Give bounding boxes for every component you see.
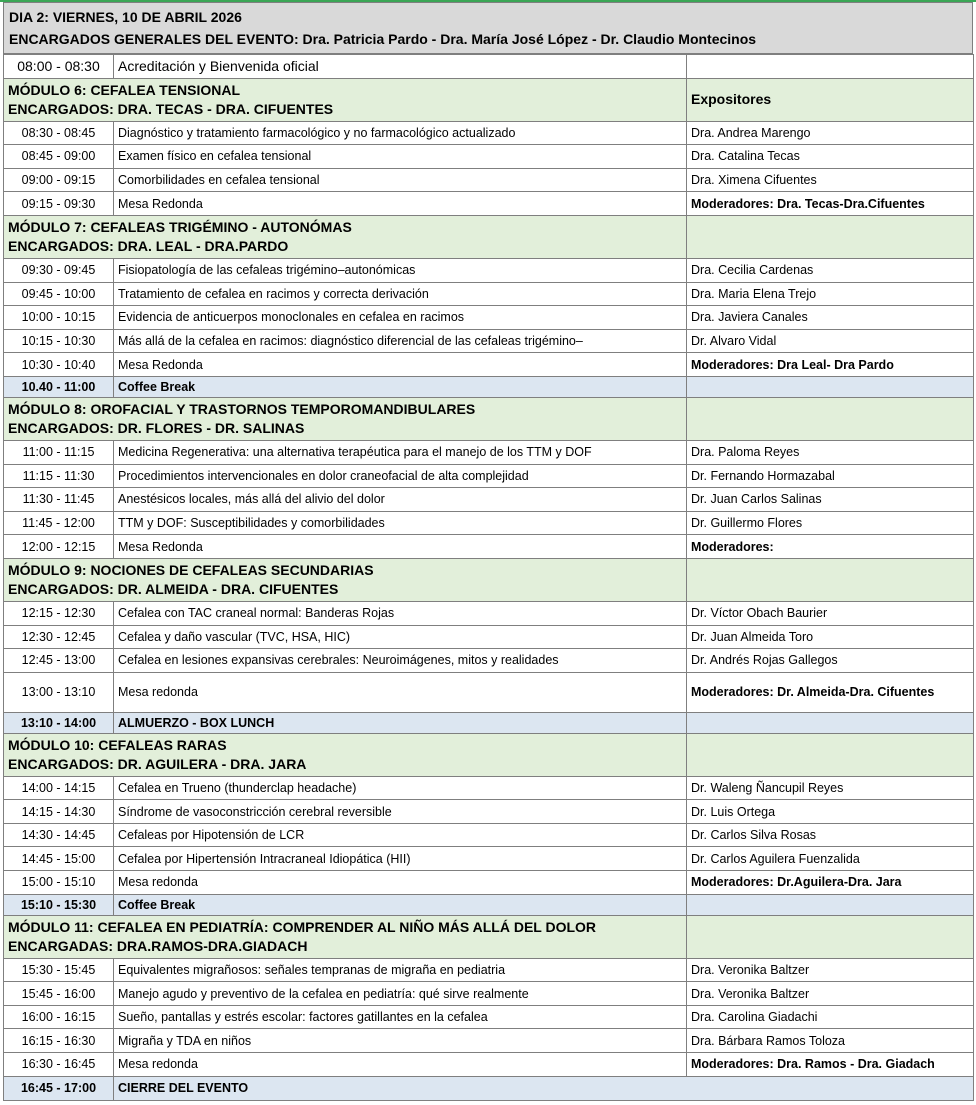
time-cell: 16:30 - 16:45: [4, 1053, 114, 1077]
time-cell: 12:45 - 13:00: [4, 649, 114, 673]
program-sheet: [3, 2, 973, 1101]
moderators-cell: Moderadores: Dr. Almeida-Dra. Cifuentes: [687, 672, 974, 712]
session-row: [4, 601, 974, 625]
session-title: Cefalea por Hipertensión Intracraneal Idiopática (HII): [114, 847, 687, 871]
module-leads: ENCARGADOS: DR. FLORES - DR. SALINAS: [8, 419, 305, 436]
speaker-cell: Dr. Víctor Obach Baurier: [687, 601, 974, 625]
session-title: Cefalea con TAC craneal normal: Banderas Rojas: [114, 601, 687, 625]
time-cell: 09:30 - 09:45: [4, 258, 114, 282]
schedule-table: [3, 54, 974, 1101]
speaker-cell: Dra. Catalina Tecas: [687, 145, 974, 169]
module-header: [4, 397, 974, 440]
time-cell: 08:45 - 09:00: [4, 145, 114, 169]
session-row: [4, 488, 974, 512]
time-cell: 12:30 - 12:45: [4, 625, 114, 649]
speaker-cell: Dr. Alvaro Vidal: [687, 329, 974, 353]
time-cell: 08:00 - 08:30: [4, 55, 114, 79]
speaker-cell: Dr. Luis Ortega: [687, 800, 974, 824]
time-cell: 12:15 - 12:30: [4, 601, 114, 625]
session-title: Síndrome de vasoconstricción cerebral reversible: [114, 800, 687, 824]
time-cell: 13:00 - 13:10: [4, 672, 114, 712]
session-title: Diagnóstico y tratamiento farmacológico y no farmacológico actualizado: [114, 121, 687, 145]
session-title: Tratamiento de cefalea en racimos y correcta derivación: [114, 282, 687, 306]
session-row: [4, 982, 974, 1006]
session-title: Manejo agudo y preventivo de la cefalea en pediatría: qué sirve realmente: [114, 982, 687, 1006]
speaker-cell: Dra. Javiera Canales: [687, 306, 974, 330]
module-header: [4, 915, 974, 958]
session-row: [4, 1053, 974, 1077]
session-title: Mesa Redonda: [114, 535, 687, 559]
session-row: [4, 1029, 974, 1053]
module-leads: ENCARGADOS: DR. ALMEIDA - DRA. CIFUENTES: [8, 580, 339, 597]
session-row: [4, 464, 974, 488]
module-title: MÓDULO 7: CEFALEAS TRIGÉMINO - AUTONÓMAS: [8, 218, 352, 235]
module-title: MÓDULO 6: CEFALEA TENSIONAL: [8, 81, 241, 98]
speaker-cell: [687, 55, 974, 79]
time-cell: 15:00 - 15:10: [4, 871, 114, 895]
session-title: Mesa Redonda: [114, 353, 687, 377]
session-title: Acreditación y Bienvenida oficial: [114, 55, 687, 79]
closing-title: CIERRE DEL EVENTO: [114, 1076, 974, 1100]
session-row: [4, 511, 974, 535]
module-side-label: [687, 397, 974, 440]
session-title: Más allá de la cefalea en racimos: diagnóstico diferencial de las cefaleas trigémino–: [114, 329, 687, 353]
speaker-cell: Dr. Carlos Silva Rosas: [687, 823, 974, 847]
break-row: [4, 376, 974, 397]
module-header: [4, 558, 974, 601]
module-title: MÓDULO 8: OROFACIAL Y TRASTORNOS TEMPOROMANDIBULARES: [8, 400, 476, 417]
session-title: Mesa Redonda: [114, 192, 687, 216]
day-title: DIA 2: VIERNES, 10 DE ABRIL 2026: [9, 9, 242, 25]
session-row: [4, 625, 974, 649]
session-title: Anestésicos locales, más allá del alivio del dolor: [114, 488, 687, 512]
session-row: [4, 823, 974, 847]
moderators-cell: Moderadores: Dr.Aguilera-Dra. Jara: [687, 871, 974, 895]
break-empty: [687, 376, 974, 397]
speaker-cell: Dra. Paloma Reyes: [687, 440, 974, 464]
session-row: [4, 329, 974, 353]
session-title: Cefaleas por Hipotensión de LCR: [114, 823, 687, 847]
speaker-cell: Dr. Andrés Rojas Gallegos: [687, 649, 974, 673]
day-header: [3, 2, 973, 54]
session-row: [4, 282, 974, 306]
module-title: MÓDULO 11: CEFALEA EN PEDIATRÍA: COMPRENDER AL NIÑO MÁS ALLÁ DEL DOLOR: [8, 918, 597, 935]
speaker-cell: Dr. Carlos Aguilera Fuenzalida: [687, 847, 974, 871]
module-side-label: [687, 215, 974, 258]
module-title: MÓDULO 9: NOCIONES DE CEFALEAS SECUNDARIAS: [8, 561, 374, 578]
speaker-cell: Dra. Andrea Marengo: [687, 121, 974, 145]
time-cell: 14:45 - 15:00: [4, 847, 114, 871]
module-title-cell: [4, 78, 687, 121]
speaker-cell: Dr. Juan Carlos Salinas: [687, 488, 974, 512]
session-title: Comorbilidades en cefalea tensional: [114, 168, 687, 192]
session-title: Cefalea y daño vascular (TVC, HSA, HIC): [114, 625, 687, 649]
time-cell: 15:30 - 15:45: [4, 958, 114, 982]
time-cell: 15:45 - 16:00: [4, 982, 114, 1006]
session-row: [4, 353, 974, 377]
speaker-cell: Dra. Carolina Giadachi: [687, 1005, 974, 1029]
speaker-cell: Dr. Guillermo Flores: [687, 511, 974, 535]
moderators-cell: Moderadores: Dra Leal- Dra Pardo: [687, 353, 974, 377]
module-side-label: [687, 558, 974, 601]
session-row: [4, 440, 974, 464]
module-title: MÓDULO 10: CEFALEAS RARAS: [8, 736, 227, 753]
time-cell: 16:00 - 16:15: [4, 1005, 114, 1029]
speaker-cell: Dr. Juan Almeida Toro: [687, 625, 974, 649]
session-title: Equivalentes migrañosos: señales tempranas de migraña en pediatria: [114, 958, 687, 982]
session-row: [4, 192, 974, 216]
break-title: Coffee Break: [114, 894, 687, 915]
time-cell: 09:00 - 09:15: [4, 168, 114, 192]
session-title: Cefalea en Trueno (thunderclap headache): [114, 776, 687, 800]
session-title: TTM y DOF: Susceptibilidades y comorbilidades: [114, 511, 687, 535]
session-title: Examen físico en cefalea tensional: [114, 145, 687, 169]
time-cell: 14:00 - 14:15: [4, 776, 114, 800]
session-title: Procedimientos intervencionales en dolor craneofacial de alta complejidad: [114, 464, 687, 488]
session-title: Fisiopatología de las cefaleas trigémino–autonómicas: [114, 258, 687, 282]
session-title: Medicina Regenerativa: una alternativa terapéutica para el manejo de los TTM y DOF: [114, 440, 687, 464]
time-cell: 09:45 - 10:00: [4, 282, 114, 306]
session-row: [4, 121, 974, 145]
session-row: [4, 800, 974, 824]
time-cell: 08:30 - 08:45: [4, 121, 114, 145]
session-row: [4, 306, 974, 330]
session-row: [4, 145, 974, 169]
time-cell: 10:30 - 10:40: [4, 353, 114, 377]
session-title: Mesa redonda: [114, 1053, 687, 1077]
time-cell: 11:15 - 11:30: [4, 464, 114, 488]
session-title: Migraña y TDA en niños: [114, 1029, 687, 1053]
module-side-label: Expositores: [687, 78, 974, 121]
module-leads: ENCARGADOS: DRA. TECAS - DRA. CIFUENTES: [8, 100, 334, 117]
time-cell: 10:15 - 10:30: [4, 329, 114, 353]
session-title: Cefalea en lesiones expansivas cerebrales: Neuroimágenes, mitos y realidades: [114, 649, 687, 673]
speaker-cell: Dra. Cecilia Cardenas: [687, 258, 974, 282]
speaker-cell: Dr. Fernando Hormazabal: [687, 464, 974, 488]
break-row: [4, 712, 974, 733]
moderators-cell: Moderadores:: [687, 535, 974, 559]
module-header: [4, 733, 974, 776]
break-row: [4, 894, 974, 915]
module-leads: ENCARGADAS: DRA.RAMOS-DRA.GIADACH: [8, 937, 308, 954]
general-organizers: ENCARGADOS GENERALES DEL EVENTO: Dra. Patricia Pardo - Dra. María José López - Dr. Claudio Montecinos: [9, 31, 757, 47]
session-row: [4, 1005, 974, 1029]
session-row: [4, 258, 974, 282]
break-time: 15:10 - 15:30: [4, 894, 114, 915]
opening-row: [4, 55, 974, 79]
break-empty: [687, 712, 974, 733]
time-cell: 10:00 - 10:15: [4, 306, 114, 330]
module-side-label: [687, 915, 974, 958]
session-row: [4, 535, 974, 559]
moderators-cell: Moderadores: Dra. Ramos - Dra. Giadach: [687, 1053, 974, 1077]
speaker-cell: Dra. Veronika Baltzer: [687, 982, 974, 1006]
closing-row: [4, 1076, 974, 1100]
module-title-cell: [4, 558, 687, 601]
session-row: [4, 776, 974, 800]
time-cell: 12:00 - 12:15: [4, 535, 114, 559]
session-row: [4, 871, 974, 895]
time-cell: 11:30 - 11:45: [4, 488, 114, 512]
moderators-cell: Moderadores: Dra. Tecas-Dra.Cifuentes: [687, 192, 974, 216]
session-title: Mesa redonda: [114, 672, 687, 712]
break-time: 13:10 - 14:00: [4, 712, 114, 733]
closing-time: 16:45 - 17:00: [4, 1076, 114, 1100]
speaker-cell: Dra. Veronika Baltzer: [687, 958, 974, 982]
break-title: Coffee Break: [114, 376, 687, 397]
session-title: Mesa redonda: [114, 871, 687, 895]
session-title: Sueño, pantallas y estrés escolar: factores gatillantes en la cefalea: [114, 1005, 687, 1029]
speaker-cell: Dra. Ximena Cifuentes: [687, 168, 974, 192]
session-row: [4, 649, 974, 673]
module-side-label: [687, 733, 974, 776]
speaker-cell: Dra. Maria Elena Trejo: [687, 282, 974, 306]
session-title: Evidencia de anticuerpos monoclonales en cefalea en racimos: [114, 306, 687, 330]
break-empty: [687, 894, 974, 915]
break-title: ALMUERZO - BOX LUNCH: [114, 712, 687, 733]
time-cell: 14:30 - 14:45: [4, 823, 114, 847]
time-cell: 14:15 - 14:30: [4, 800, 114, 824]
speaker-cell: Dr. Waleng Ñancupil Reyes: [687, 776, 974, 800]
time-cell: 11:00 - 11:15: [4, 440, 114, 464]
module-title-cell: [4, 915, 687, 958]
module-title-cell: [4, 397, 687, 440]
module-header: [4, 78, 974, 121]
speaker-cell: Dra. Bárbara Ramos Toloza: [687, 1029, 974, 1053]
module-leads: ENCARGADOS: DRA. LEAL - DRA.PARDO: [8, 237, 289, 254]
module-leads: ENCARGADOS: DR. AGUILERA - DRA. JARA: [8, 755, 307, 772]
session-row: [4, 168, 974, 192]
module-title-cell: [4, 733, 687, 776]
time-cell: 16:15 - 16:30: [4, 1029, 114, 1053]
session-row: [4, 672, 974, 712]
module-header: [4, 215, 974, 258]
break-time: 10.40 - 11:00: [4, 376, 114, 397]
time-cell: 09:15 - 09:30: [4, 192, 114, 216]
module-title-cell: [4, 215, 687, 258]
session-row: [4, 847, 974, 871]
session-row: [4, 958, 974, 982]
time-cell: 11:45 - 12:00: [4, 511, 114, 535]
